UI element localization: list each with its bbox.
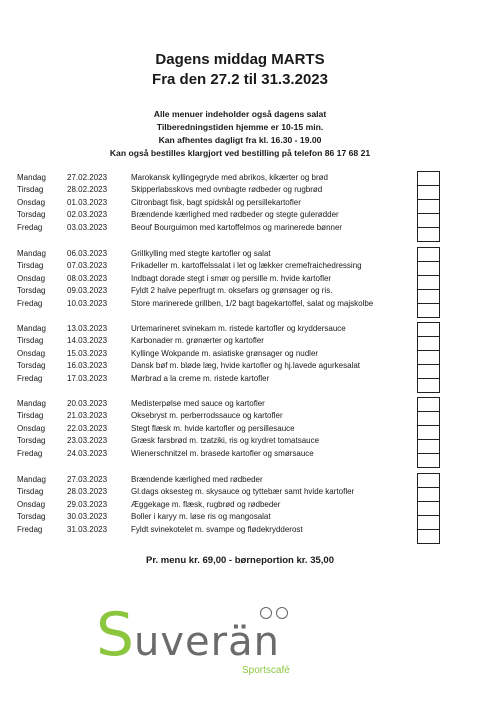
menu-row — [17, 172, 447, 184]
day-label: Onsdag — [17, 348, 46, 358]
day-label: Onsdag — [17, 423, 46, 433]
dish-label: Marokansk kyllingegryde med abrikos, kikærter og brød — [131, 173, 328, 182]
date-label: 03.03.2023 — [67, 222, 108, 232]
day-label: Torsdag — [17, 210, 46, 220]
date-label: 06.03.2023 — [67, 249, 108, 258]
date-label: 22.03.2023 — [67, 423, 108, 433]
logo-wordmark: uverän — [134, 619, 280, 665]
day-label: Fredag — [17, 373, 43, 383]
date-label: 21.03.2023 — [67, 411, 108, 421]
logo-initial: S — [96, 600, 135, 670]
dish-label: Fyldt svinekotelet m. svampe og flødekrydderost — [131, 524, 303, 534]
dish-label: Brændende kærlighed med rødbeder og stegte gulerødder — [131, 210, 339, 220]
day-label: Fredag — [17, 222, 43, 232]
info-pickup-time: Kan afhentes dagligt fra kl. 16.30 - 19.00 — [158, 135, 322, 145]
date-label: 14.03.2023 — [67, 336, 108, 346]
day-label: Tirsdag — [17, 411, 44, 421]
menu-row — [17, 260, 447, 272]
menu-row — [17, 209, 447, 221]
day-label: Onsdag — [17, 273, 46, 283]
date-label: 07.03.2023 — [67, 261, 108, 271]
order-checkbox[interactable] — [417, 453, 440, 468]
menu-row — [17, 435, 447, 447]
order-checkbox[interactable] — [417, 364, 440, 379]
date-label: 01.03.2023 — [67, 197, 108, 207]
day-label: Tirsdag — [17, 261, 44, 271]
date-label: 20.03.2023 — [67, 399, 108, 408]
menu-row — [17, 373, 447, 385]
menu-row — [17, 511, 447, 523]
day-label: Fredag — [17, 524, 43, 534]
dish-label: Wienerschnitzel m. brasede kartofler og smørsauce — [131, 448, 314, 458]
order-checkbox[interactable] — [417, 261, 440, 276]
menu-period: Fra den 27.2 til 31.3.2023 — [152, 71, 328, 88]
order-checkbox[interactable] — [417, 411, 440, 426]
price-line: Pr. menu kr. 69,00 - børneportion kr. 35,00 — [146, 555, 334, 566]
dish-label: Fyldt 2 halve peperfrugt m. oksefars og grønsager og ris. — [131, 286, 333, 296]
dish-label: Frikadeller m. kartoffelssalat i let og lækker cremefraichedressing — [131, 261, 362, 271]
info-prep-time: Tilberedningstiden hjemme er 10-15 min. — [156, 122, 324, 132]
logo-subtitle: Sportscafé — [242, 665, 290, 676]
menu-row — [17, 410, 447, 422]
menu-row — [17, 360, 447, 372]
dish-label: Urtemarineret svinekam m. ristede kartofler og kryddersauce — [131, 324, 346, 333]
dish-label: Beouf Bourguimon med kartoffelmos og marinerede bønner — [131, 222, 343, 232]
date-label: 31.03.2023 — [67, 524, 108, 534]
order-checkbox[interactable] — [417, 529, 440, 544]
dish-label: Kyllinge Wokpande m. asiatiske grønsager og nudler — [131, 348, 319, 358]
order-checkbox[interactable] — [417, 289, 440, 304]
order-checkbox[interactable] — [417, 501, 440, 516]
date-label: 28.03.2023 — [67, 487, 108, 497]
menu-row — [17, 448, 447, 460]
dish-label: Medisterpølse med sauce og kartofler — [131, 399, 265, 408]
order-checkbox[interactable] — [417, 473, 440, 488]
day-label: Torsdag — [17, 436, 46, 446]
order-checkbox[interactable] — [417, 425, 440, 440]
day-label: Torsdag — [17, 361, 46, 371]
day-label: Onsdag — [17, 499, 46, 509]
dish-label: Gl.dags oksesteg m. skysauce og tyttebær samt hvide kartofler — [131, 487, 355, 497]
menu-row — [17, 499, 447, 511]
menu-row — [17, 248, 447, 260]
date-label: 27.03.2023 — [67, 475, 108, 484]
dish-label: Æggekage m. flæsk, rugbrød og rødbeder — [131, 499, 281, 509]
dish-label: Stegt flæsk m. hvide kartofler og persillesauce — [131, 423, 295, 433]
order-checkbox[interactable] — [417, 378, 440, 393]
menu-row — [17, 323, 447, 335]
day-label: Tirsdag — [17, 185, 44, 195]
suveran-logo — [96, 600, 316, 685]
date-label: 15.03.2023 — [67, 348, 108, 358]
order-checkbox[interactable] — [417, 336, 440, 351]
dish-label: Karbonader m. grønærter og kartofler — [131, 336, 264, 346]
date-label: 13.03.2023 — [67, 324, 108, 333]
order-checkbox[interactable] — [417, 185, 440, 200]
order-checkbox[interactable] — [417, 227, 440, 242]
day-label: Mandag — [17, 173, 46, 182]
day-label: Tirsdag — [17, 487, 44, 497]
menu-row — [17, 298, 447, 310]
menu-row — [17, 222, 447, 234]
menu-row — [17, 474, 447, 486]
menu-title: Dagens middag MARTS — [155, 51, 325, 68]
day-label: Fredag — [17, 298, 43, 308]
day-label: Mandag — [17, 324, 46, 333]
day-label: Torsdag — [17, 512, 46, 522]
dish-label: Mørbrad a la creme m. ristede kartofler — [131, 373, 270, 383]
menu-row — [17, 285, 447, 297]
dish-label: Store marinerede grillben, 1/2 bagt bagekartoffel, salat og majskolbe — [131, 298, 374, 308]
order-checkbox[interactable] — [417, 303, 440, 318]
date-label: 16.03.2023 — [67, 361, 108, 371]
order-checkbox[interactable] — [417, 322, 440, 337]
order-checkbox-column — [417, 473, 440, 544]
date-label: 09.03.2023 — [67, 286, 108, 296]
ball-icon — [276, 607, 288, 619]
dish-label: Brændende kærlighed med rødbeder — [131, 475, 263, 484]
dish-label: Citronbagt fisk, bagt spidskål og persillekartofler — [131, 197, 301, 207]
order-checkbox[interactable] — [417, 350, 440, 365]
day-label: Tirsdag — [17, 336, 44, 346]
dish-label: Dansk bøf m. bløde læg, hvide kartofler og hj.lavede agurkesalat — [131, 361, 361, 371]
day-label: Mandag — [17, 475, 46, 484]
menu-row — [17, 524, 447, 536]
day-label: Fredag — [17, 448, 43, 458]
date-label: 29.03.2023 — [67, 499, 108, 509]
order-checkbox[interactable] — [417, 275, 440, 290]
date-label: 23.03.2023 — [67, 436, 108, 446]
order-checkbox[interactable] — [417, 213, 440, 228]
order-checkbox[interactable] — [417, 171, 440, 186]
dish-label: Græsk farsbrød m. tzatziki, ris og krydret tomatsauce — [131, 436, 320, 446]
day-label: Onsdag — [17, 197, 46, 207]
info-order-phone: Kan også bestilles klargjort ved bestilling på telefon 86 17 68 21 — [109, 148, 371, 158]
date-label: 28.02.2023 — [67, 185, 108, 195]
menu-row — [17, 423, 447, 435]
order-checkbox-column — [417, 322, 440, 393]
date-label: 27.02.2023 — [67, 173, 108, 182]
info-salad: Alle menuer indeholder også dagens salat — [153, 109, 327, 119]
order-checkbox[interactable] — [417, 397, 440, 412]
order-checkbox[interactable] — [417, 439, 440, 454]
dish-label: Boller i karyy m. løse ris og mangosalat — [131, 512, 271, 522]
order-checkbox-column — [417, 397, 440, 468]
order-checkbox-column — [417, 171, 440, 242]
menu-row — [17, 486, 447, 498]
date-label: 02.03.2023 — [67, 210, 108, 220]
date-label: 24.03.2023 — [67, 448, 108, 458]
dish-label: Grillkylling med stegte kartofler og salat — [131, 249, 271, 258]
order-checkbox[interactable] — [417, 199, 440, 214]
date-label: 10.03.2023 — [67, 298, 108, 308]
dish-label: Skipperlabsskovs med ovnbagte rødbeder og rugbrød — [131, 185, 323, 195]
date-label: 30.03.2023 — [67, 512, 108, 522]
order-checkbox[interactable] — [417, 487, 440, 502]
day-label: Mandag — [17, 399, 46, 408]
dish-label: Oksebryst m. perberrodssauce og kartofler — [131, 411, 283, 421]
day-label: Mandag — [17, 249, 46, 258]
order-checkbox[interactable] — [417, 515, 440, 530]
menu-row — [17, 273, 447, 285]
order-checkbox-column — [417, 247, 440, 318]
menu-row — [17, 184, 447, 196]
menu-row — [17, 335, 447, 347]
ball-icon — [260, 607, 272, 619]
day-label: Torsdag — [17, 286, 46, 296]
date-label: 17.03.2023 — [67, 373, 108, 383]
menu-row — [17, 197, 447, 209]
order-checkbox[interactable] — [417, 247, 440, 262]
date-label: 08.03.2023 — [67, 273, 108, 283]
menu-row — [17, 348, 447, 360]
dish-label: Indbagt dorade stegt i smør og persille m. hvide kartofler — [131, 273, 332, 283]
menu-row — [17, 398, 447, 410]
